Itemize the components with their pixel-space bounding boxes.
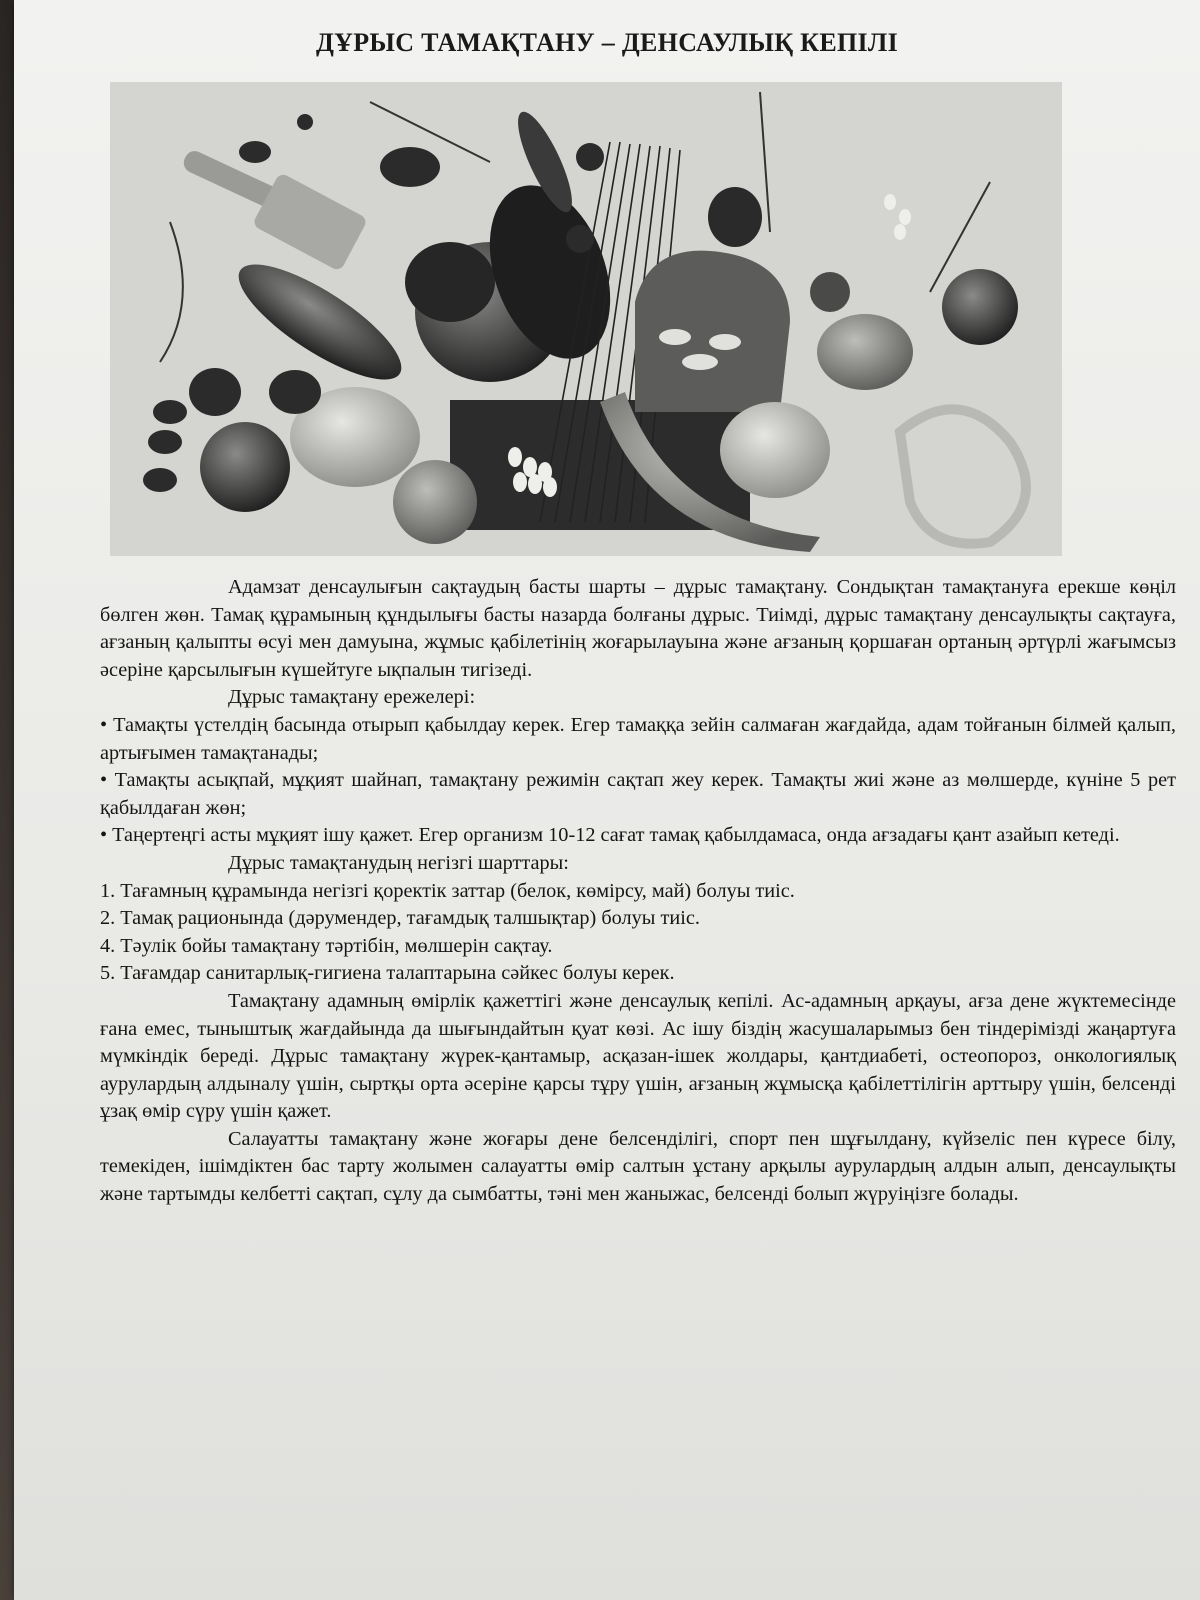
intro-paragraph: Адамзат денсаулығын сақтаудың басты шарты – дұрыс тамақтану. Сондықтан тамақтануға ерекше көңіл бөлген жөн. Тамақ құрамының құндылығы басты назарда болғаны дұрыс. Тиімді, дұрыс тамақтану денсаулықты сақтауға, ағзаның қалыпты өсуі мен дамуына, жұмыс қабілетінің жоғарылауына және ағзаның қоршаған ортаның әртүрлі жағымсыз әсеріне қарсылығын күшейтуге ықпалын тигізеді.: [100, 576, 1176, 681]
condition-item: 2. Тамақ рационында (дәрумендер, тағамдық талшықтар) болуы тиіс.: [100, 907, 700, 930]
document-title: ДҰРЫС ТАМАҚТАНУ – ДЕНСАУЛЫҚ КЕПІЛІ: [315, 28, 899, 57]
article-body: [100, 574, 1176, 1209]
rules-heading: Дұрыс тамақтану ережелері:: [228, 686, 476, 709]
paper-sheet: [14, 0, 1200, 1600]
food-photo: [110, 82, 1062, 556]
condition-item: 1. Тағамның құрамында негізгі қоректік заттар (белок, көмірсу, май) болуы тиіс.: [100, 879, 795, 902]
condition-item: 5. Тағамдар санитарлық-гигиена талаптарына сәйкес болуы керек.: [100, 962, 675, 985]
condition-item: 4. Тәулік бойы тамақтану тәртібін, мөлшерін сақтау.: [100, 934, 553, 957]
lifestyle-paragraph: Салауатты тамақтану және жоғары дене белсенділігі, спорт пен шұғылдану, күйзеліс пен күресе білу, темекіден, ішімдіктен бас тарту жолымен салауатты өмір салтын ұстану арқылы аурулардың алдын алып, денсаулықты және тартымды келбетті сақтап, сұлу да сымбатты, тәні мен жаныжас, белсенді болып жүруіңізге болады.: [100, 1127, 1176, 1206]
rule-item: • Таңертеңгі асты мұқият ішу қажет. Егер организм 10-12 сағат тамақ қабылдамаса, онда ағзадағы қант азайып кетеді.: [100, 824, 1120, 847]
conditions-heading: Дұрыс тамақтанудың негізгі шарттары:: [228, 851, 569, 874]
health-paragraph: Тамақтану адамның өмірлік қажеттігі және денсаулық кепілі. Ас-адамның арқауы, ағза дене жүктемесінде ғана емес, тыныштық жағдайында да шығындайтын қуат көзі. Ас ішу біздің жасушаларымыз бен тіндерімізді жаңартуға мүмкіндік береді. Дұрыс тамақтану жүрек-қантамыр, асқазан-ішек жолдары, қантдиабеті, остеопороз, онкологиялық аурулардың алдыналу үшін, сыртқы орта әсеріне қарсы тұру үшін, ағзаның жұмысқа қабілеттілігін арттыру үшін, белсенді ұзақ өмір сүру үшін қажет.: [100, 989, 1176, 1123]
rule-item: • Тамақты асықпай, мұқият шайнап, тамақтану режимін сақтап жеу керек. Тамақты жиі және аз мөлшерде, күніне 5 рет қабылдаған жөн;: [100, 769, 1176, 819]
rule-item: • Тамақты үстелдің басында отырып қабылдау керек. Егер тамаққа зейін салмаған жағдайда, адам тойғанын білмей қалып, артығымен тамақтанады;: [100, 713, 1176, 764]
food-illustration: [110, 82, 1062, 556]
